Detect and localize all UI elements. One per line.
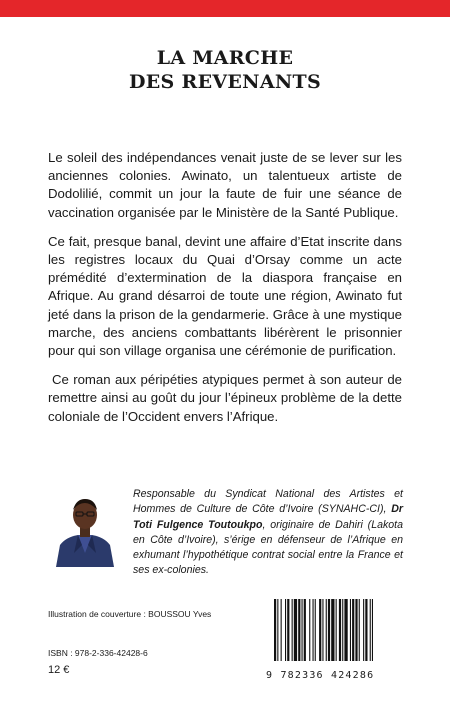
barcode-bar xyxy=(281,599,282,661)
blurb-paragraph: Le soleil des indépendances venait juste de se lever sur les anciennes colonies. Awinato, un talentueux artiste de Dodolilié, commit un jour la faute de fuir une séance de vaccination organisée par le Ministère de la Santé Publique. xyxy=(48,150,402,220)
barcode-bar xyxy=(313,599,314,661)
barcode-bar xyxy=(352,599,354,661)
barcode-icon xyxy=(266,597,416,681)
illustration-credit: Illustration de couverture : BOUSSOU Yves xyxy=(48,609,212,619)
barcode-bar xyxy=(365,599,367,661)
barcode-bar xyxy=(285,599,286,661)
book-title xyxy=(0,46,450,94)
author-photo xyxy=(54,495,116,567)
blurb-paragraph: Ce roman aux péripéties atypiques permet à son auteur de remettre ainsi au goût du jour l’épineux problème de la dette coloniale de l’Occident envers l’Afrique. xyxy=(48,372,402,424)
bio-intro: Responsable du Syndicat National des Artistes et Hommes de Culture de Côte d’Ivoire (SYNAHC-CI), xyxy=(133,488,403,516)
barcode-bar xyxy=(315,599,316,661)
top-red-bar xyxy=(0,0,450,17)
barcode-bar xyxy=(331,599,334,661)
price: 12 € xyxy=(48,664,70,676)
title-line-1: LA MARCHE xyxy=(156,47,294,69)
barcode-digits: 9 782336 424286 xyxy=(266,670,375,681)
barcode-bar xyxy=(359,599,360,661)
back-cover-blurb xyxy=(48,149,402,437)
bio-author-name: Dr Toti Fulgence Toutoukpo xyxy=(133,503,403,531)
barcode-bar xyxy=(339,599,341,661)
barcode-bar xyxy=(274,599,276,661)
barcode-bar xyxy=(344,599,347,661)
title-line-2: DES REVENANTS xyxy=(128,71,322,93)
barcode-bar xyxy=(287,599,289,661)
barcode-bar xyxy=(326,599,327,661)
barcode-bar xyxy=(277,599,278,661)
barcode-bar xyxy=(363,599,364,661)
bio-rest: , originaire de Dahiri (Lakota en Côte d’Ivoire), s’érige en défenseur de l’Afrique en exhumant l’hypothétique contrat social entre la France et ses ex-colonies. xyxy=(133,518,403,577)
barcode-bar xyxy=(336,599,337,661)
barcode-bar xyxy=(319,599,321,661)
barcode-bar xyxy=(342,599,343,661)
barcode-bar xyxy=(350,599,351,661)
barcode-bar xyxy=(292,599,293,661)
barcode-bar xyxy=(294,599,297,661)
barcode-bar xyxy=(309,599,310,661)
barcode-bar xyxy=(370,599,371,661)
barcode-bar xyxy=(328,599,330,661)
barcode-bar xyxy=(355,599,357,661)
barcode-bar xyxy=(298,599,300,661)
isbn: ISBN : 978-2-336-42428-6 xyxy=(48,648,148,658)
barcode-bar xyxy=(302,599,303,661)
author-bio xyxy=(133,487,403,579)
blurb-paragraph: Ce fait, presque banal, devint une affaire d’Etat inscrite dans les registres locaux du Quai d’Orsay comme un acte prémédité d’extermination de la diaspora française en Afrique. Au grand désarroi de toute une région, Awinato fut jeté dans la prison de la gendarmerie. Grâce à une mystique marche, des anciens combattants libérèrent le prisonnier pour qui son village organisa une cérémonie de purification. xyxy=(48,233,402,359)
barcode-bar xyxy=(322,599,323,661)
barcode-bar xyxy=(304,599,306,661)
barcode-bar xyxy=(372,599,373,661)
